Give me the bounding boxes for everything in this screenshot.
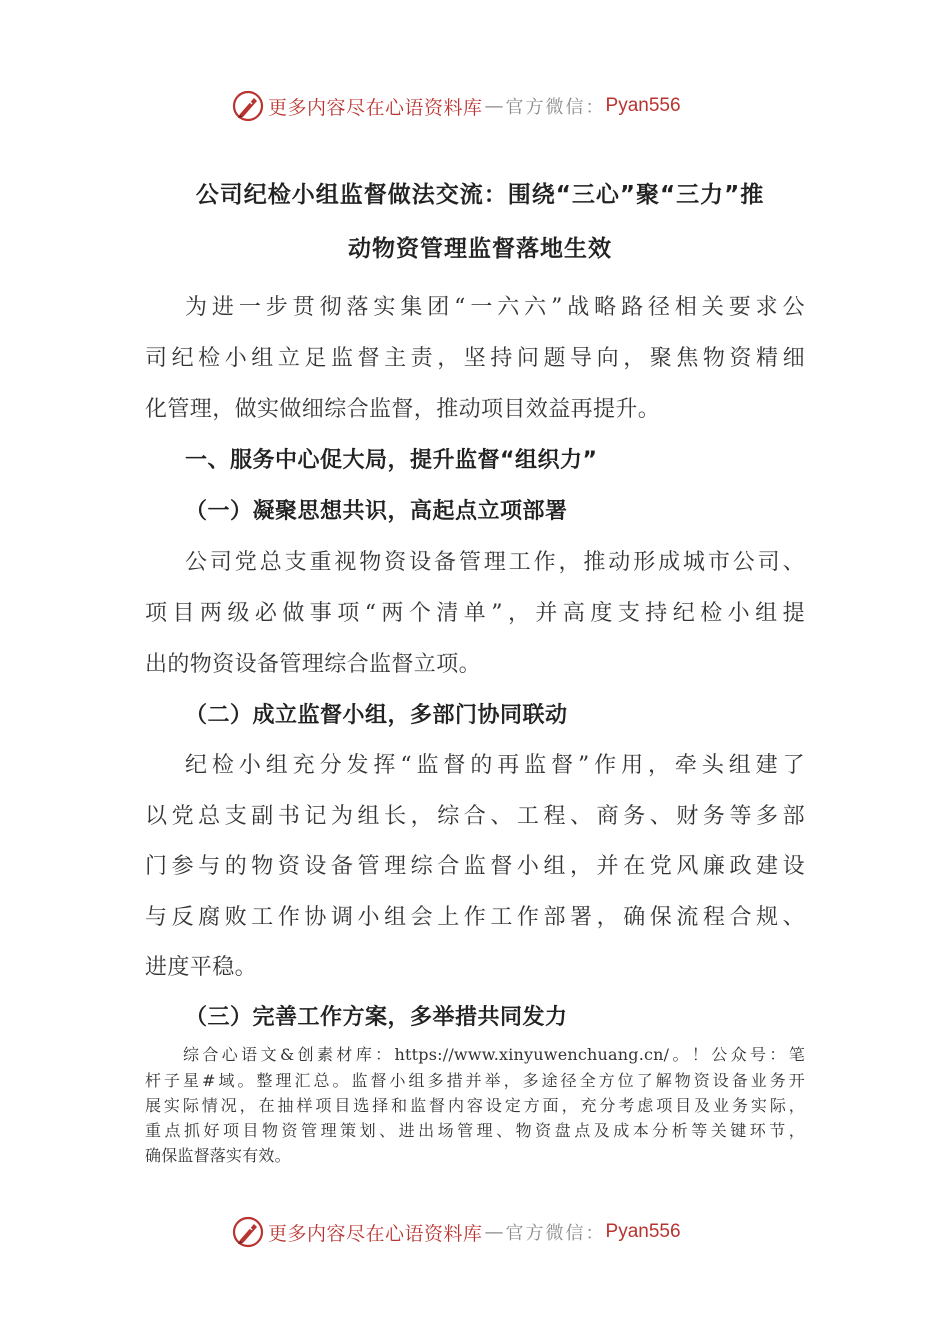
- footer-banner: [232, 1212, 681, 1252]
- sub1-line-2: 项目两级必做事项“两个清单”，并高度支持纪检小组提: [145, 601, 805, 626]
- sub2-line-3: 门参与的物资设备管理综合监督小组，并在党风廉政建设: [145, 854, 805, 879]
- banner-wechat-id: Pyan556: [605, 1221, 681, 1242]
- sub3-line-4: 重点抓好项目物资管理策划、进出场管理、物资盘点及成本分析等关键环节，: [145, 1121, 805, 1140]
- banner-slogan: 更多内容尽在心语资料库: [268, 1222, 483, 1245]
- sub2-line-4: 与反腐败工作协调小组会上作工作部署，确保流程合规、: [145, 905, 805, 930]
- sub2-line-1: 纪检小组充分发挥“监督的再监督”作用，牵头组建了: [185, 753, 805, 778]
- sub1-line-1: 公司党总支重视物资设备管理工作，推动形成城市公司、: [185, 550, 805, 575]
- section-heading-1: 一、服务中心促大局，提升监督“组织力”: [185, 448, 598, 473]
- sub2-line-5: 进度平稳。: [145, 955, 258, 980]
- pen-logo-icon: [232, 90, 264, 122]
- subsection-heading-2: （二）成立监督小组，多部门协同联动: [185, 703, 568, 728]
- sub2-line-2: 以党总支副书记为组长，综合、工程、商务、财务等多部: [145, 804, 805, 829]
- banner-slogan: 更多内容尽在心语资料库: [268, 96, 483, 119]
- subsection-heading-1: （一）凝聚思想共识，高起点立项部署: [185, 499, 568, 524]
- sub3-line-3: 展实际情况，在抽样项目选择和监督内容设定方面，充分考虑项目及业务实际，: [145, 1096, 805, 1115]
- banner-wechat-label: 官方微信：: [505, 97, 606, 118]
- banner-separator: —: [484, 95, 504, 117]
- intro-line-3: 化管理，做实做细综合监督，推动项目效益再提升。: [145, 397, 661, 422]
- sub3-line-2: 杆子星#域。整理汇总。监督小组多措并举，多途径全方位了解物资设备业务开: [145, 1071, 805, 1090]
- intro-line-2: 司纪检小组立足监督主责，坚持问题导向，聚焦物资精细: [145, 346, 805, 371]
- header-banner: [232, 86, 681, 126]
- banner-wechat-label: 官方微信：: [505, 1223, 606, 1244]
- banner-wechat-id: Pyan556: [605, 95, 681, 116]
- banner-separator: —: [484, 1221, 504, 1243]
- sub1-line-3: 出的物资设备管理综合监督立项。: [145, 652, 482, 677]
- pen-logo-icon: [232, 1216, 264, 1248]
- sub3-line-1: 综合心语文&创素材库：https://www.xinyuwenchuang.cn/。！公众号：笔: [183, 1045, 805, 1064]
- intro-line-1: 为进一步贯彻落实集团“一六六”战略路径相关要求公: [185, 295, 805, 320]
- sub3-line-5: 确保监督落实有效。: [145, 1146, 291, 1165]
- document-title-line-1: 公司纪检小组监督做法交流：围绕“三心”聚“三力”推: [195, 182, 765, 208]
- subsection-heading-3: （三）完善工作方案，多举措共同发力: [185, 1005, 568, 1030]
- document-title-line-2: 动物资管理监督落地生效: [348, 236, 612, 262]
